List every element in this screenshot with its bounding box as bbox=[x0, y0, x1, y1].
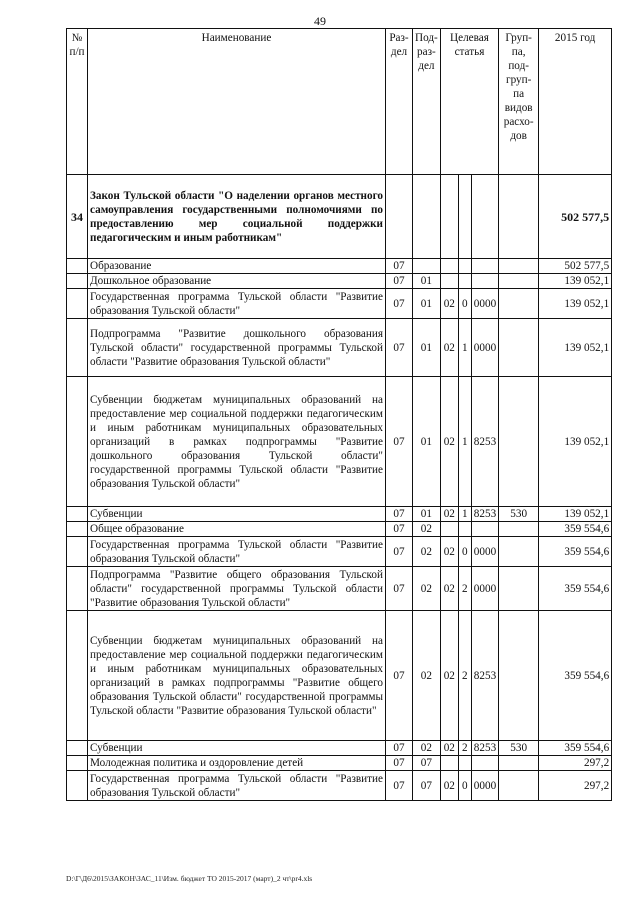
header-num: № п/п bbox=[67, 29, 88, 175]
row-number bbox=[67, 319, 88, 377]
row-expense-type bbox=[499, 319, 539, 377]
header-subsection: Под-раз-дел bbox=[413, 29, 441, 175]
row-target-program: 02 bbox=[440, 567, 458, 611]
row-subsection: 02 bbox=[413, 522, 441, 537]
page-number: 49 bbox=[314, 14, 326, 28]
row-subsection bbox=[413, 175, 441, 259]
row-target-subprogram bbox=[458, 259, 471, 274]
row-number: 34 bbox=[67, 175, 88, 259]
table-row bbox=[67, 377, 612, 507]
row-section: 07 bbox=[386, 567, 413, 611]
row-target-direction: 0000 bbox=[471, 289, 498, 319]
row-number bbox=[67, 507, 88, 522]
row-target-program: 02 bbox=[440, 537, 458, 567]
row-target-direction: 0000 bbox=[471, 537, 498, 567]
row-name: Субвенции бюджетам муниципальных образований на предоставление мер социальной поддержки педагогическим и иным работникам муниципальных образовательных организаций в рамках подпрограммы "Развитие общего образования Тульской области" государственной программы Тульской области "Развитие образования Тульской области" bbox=[88, 611, 386, 741]
row-target-program bbox=[440, 259, 458, 274]
table-row bbox=[67, 507, 612, 522]
row-target-program: 02 bbox=[440, 377, 458, 507]
table-row bbox=[67, 567, 612, 611]
header-section: Раз-дел bbox=[386, 29, 413, 175]
row-target-subprogram bbox=[458, 175, 471, 259]
table-row bbox=[67, 289, 612, 319]
row-target-program: 02 bbox=[440, 319, 458, 377]
row-amount: 139 052,1 bbox=[539, 289, 612, 319]
row-amount: 359 554,6 bbox=[539, 567, 612, 611]
row-name: Субвенции бюджетам муниципальных образований на предоставление мер социальной поддержки педагогическим и иным работникам муниципальных образовательных организаций в рамках подпрограммы "Развитие дошкольного образования Тульской области" государственной программы Тульской области "Развитие образования Тульской области" bbox=[88, 377, 386, 507]
row-target-subprogram: 1 bbox=[458, 377, 471, 507]
row-amount: 502 577,5 bbox=[539, 175, 612, 259]
row-subsection: 07 bbox=[413, 771, 441, 801]
row-name: Молодежная политика и оздоровление детей bbox=[88, 756, 386, 771]
row-amount: 139 052,1 bbox=[539, 274, 612, 289]
row-target-program: 02 bbox=[440, 289, 458, 319]
row-number bbox=[67, 537, 88, 567]
row-expense-type: 530 bbox=[499, 741, 539, 756]
table-row bbox=[67, 259, 612, 274]
row-name: Подпрограмма "Развитие общего образования Тульской области" государственной программы Тульской области "Развитие образования Тульской области" bbox=[88, 567, 386, 611]
row-expense-type: 530 bbox=[499, 507, 539, 522]
row-expense-type bbox=[499, 289, 539, 319]
header-expense-group: Груп-па, под-груп-па видов расхо-дов bbox=[499, 29, 539, 175]
row-expense-type bbox=[499, 377, 539, 507]
row-section: 07 bbox=[386, 756, 413, 771]
row-target-direction: 8253 bbox=[471, 611, 498, 741]
row-section: 07 bbox=[386, 507, 413, 522]
row-number bbox=[67, 741, 88, 756]
row-target-direction: 8253 bbox=[471, 507, 498, 522]
row-section: 07 bbox=[386, 522, 413, 537]
row-target-program bbox=[440, 274, 458, 289]
row-number bbox=[67, 771, 88, 801]
row-section: 07 bbox=[386, 741, 413, 756]
row-target-subprogram bbox=[458, 756, 471, 771]
table-header-row bbox=[67, 29, 612, 175]
row-section bbox=[386, 175, 413, 259]
table-row bbox=[67, 537, 612, 567]
row-target-subprogram: 1 bbox=[458, 507, 471, 522]
row-section: 07 bbox=[386, 319, 413, 377]
row-name: Образование bbox=[88, 259, 386, 274]
row-number bbox=[67, 567, 88, 611]
row-number bbox=[67, 522, 88, 537]
row-target-subprogram: 0 bbox=[458, 771, 471, 801]
row-target-subprogram: 2 bbox=[458, 741, 471, 756]
row-name: Закон Тульской области "О наделении органов местного самоуправления государственными полномочиями по предоставлению мер социальной поддержки педагогическим и иным работникам" bbox=[88, 175, 386, 259]
table-row bbox=[67, 756, 612, 771]
table-row bbox=[67, 611, 612, 741]
table-row bbox=[67, 741, 612, 756]
row-expense-type bbox=[499, 537, 539, 567]
row-amount: 139 052,1 bbox=[539, 507, 612, 522]
row-target-direction: 0000 bbox=[471, 319, 498, 377]
row-expense-type bbox=[499, 756, 539, 771]
row-target-subprogram bbox=[458, 522, 471, 537]
row-name: Государственная программа Тульской области "Развитие образования Тульской области" bbox=[88, 537, 386, 567]
row-target-direction: 0000 bbox=[471, 567, 498, 611]
row-subsection: 01 bbox=[413, 274, 441, 289]
row-amount: 359 554,6 bbox=[539, 537, 612, 567]
header-year: 2015 год bbox=[539, 29, 612, 175]
row-amount: 139 052,1 bbox=[539, 319, 612, 377]
row-number bbox=[67, 259, 88, 274]
row-section: 07 bbox=[386, 259, 413, 274]
table-row bbox=[67, 175, 612, 259]
row-target-direction bbox=[471, 175, 498, 259]
row-section: 07 bbox=[386, 771, 413, 801]
row-amount: 359 554,6 bbox=[539, 611, 612, 741]
row-subsection: 01 bbox=[413, 289, 441, 319]
row-number bbox=[67, 274, 88, 289]
row-amount: 502 577,5 bbox=[539, 259, 612, 274]
row-target-subprogram: 2 bbox=[458, 567, 471, 611]
file-path-footer: D:\Г\Д6\2015\ЗАКОН\ЗАС_11\Изм. бюджет ТО 2015-2017 (март)_2 чт\pr4.xls bbox=[66, 874, 313, 883]
row-subsection: 02 bbox=[413, 567, 441, 611]
header-target-article: Целевая статья bbox=[440, 29, 498, 175]
row-name: Субвенции bbox=[88, 507, 386, 522]
row-amount: 359 554,6 bbox=[539, 741, 612, 756]
row-target-program bbox=[440, 522, 458, 537]
row-section: 07 bbox=[386, 274, 413, 289]
table-row bbox=[67, 319, 612, 377]
row-name: Подпрограмма "Развитие дошкольного образования Тульской области" государственной программы Тульской области "Развитие образования Тульской области" bbox=[88, 319, 386, 377]
row-section: 07 bbox=[386, 611, 413, 741]
row-target-direction bbox=[471, 522, 498, 537]
row-target-subprogram: 1 bbox=[458, 319, 471, 377]
row-expense-type bbox=[499, 274, 539, 289]
row-amount: 297,2 bbox=[539, 771, 612, 801]
row-name: Субвенции bbox=[88, 741, 386, 756]
row-target-subprogram: 0 bbox=[458, 289, 471, 319]
row-target-subprogram bbox=[458, 274, 471, 289]
row-target-direction: 0000 bbox=[471, 771, 498, 801]
row-subsection: 02 bbox=[413, 741, 441, 756]
table-row bbox=[67, 274, 612, 289]
row-name: Общее образование bbox=[88, 522, 386, 537]
row-section: 07 bbox=[386, 537, 413, 567]
row-name: Государственная программа Тульской области "Развитие образования Тульской области" bbox=[88, 289, 386, 319]
row-target-direction: 8253 bbox=[471, 377, 498, 507]
row-section: 07 bbox=[386, 377, 413, 507]
row-target-direction bbox=[471, 274, 498, 289]
row-target-subprogram: 0 bbox=[458, 537, 471, 567]
row-name: Государственная программа Тульской области "Развитие образования Тульской области" bbox=[88, 771, 386, 801]
row-subsection: 07 bbox=[413, 756, 441, 771]
row-amount: 139 052,1 bbox=[539, 377, 612, 507]
row-target-direction bbox=[471, 259, 498, 274]
row-target-program: 02 bbox=[440, 507, 458, 522]
header-name: Наименование bbox=[88, 29, 386, 175]
row-subsection bbox=[413, 259, 441, 274]
row-target-subprogram: 2 bbox=[458, 611, 471, 741]
row-number bbox=[67, 611, 88, 741]
row-expense-type bbox=[499, 771, 539, 801]
budget-table bbox=[66, 28, 612, 801]
row-subsection: 01 bbox=[413, 377, 441, 507]
table-row bbox=[67, 771, 612, 801]
row-target-program bbox=[440, 175, 458, 259]
row-target-direction: 8253 bbox=[471, 741, 498, 756]
row-section: 07 bbox=[386, 289, 413, 319]
row-target-program: 02 bbox=[440, 611, 458, 741]
row-subsection: 02 bbox=[413, 611, 441, 741]
row-number bbox=[67, 289, 88, 319]
row-expense-type bbox=[499, 259, 539, 274]
row-subsection: 02 bbox=[413, 537, 441, 567]
row-amount: 297,2 bbox=[539, 756, 612, 771]
row-name: Дошкольное образование bbox=[88, 274, 386, 289]
table-row bbox=[67, 522, 612, 537]
row-target-program: 02 bbox=[440, 741, 458, 756]
row-subsection: 01 bbox=[413, 319, 441, 377]
row-expense-type bbox=[499, 175, 539, 259]
row-expense-type bbox=[499, 611, 539, 741]
row-target-program: 02 bbox=[440, 771, 458, 801]
row-subsection: 01 bbox=[413, 507, 441, 522]
row-expense-type bbox=[499, 567, 539, 611]
row-expense-type bbox=[499, 522, 539, 537]
row-number bbox=[67, 377, 88, 507]
row-target-program bbox=[440, 756, 458, 771]
row-target-direction bbox=[471, 756, 498, 771]
row-amount: 359 554,6 bbox=[539, 522, 612, 537]
row-number bbox=[67, 756, 88, 771]
